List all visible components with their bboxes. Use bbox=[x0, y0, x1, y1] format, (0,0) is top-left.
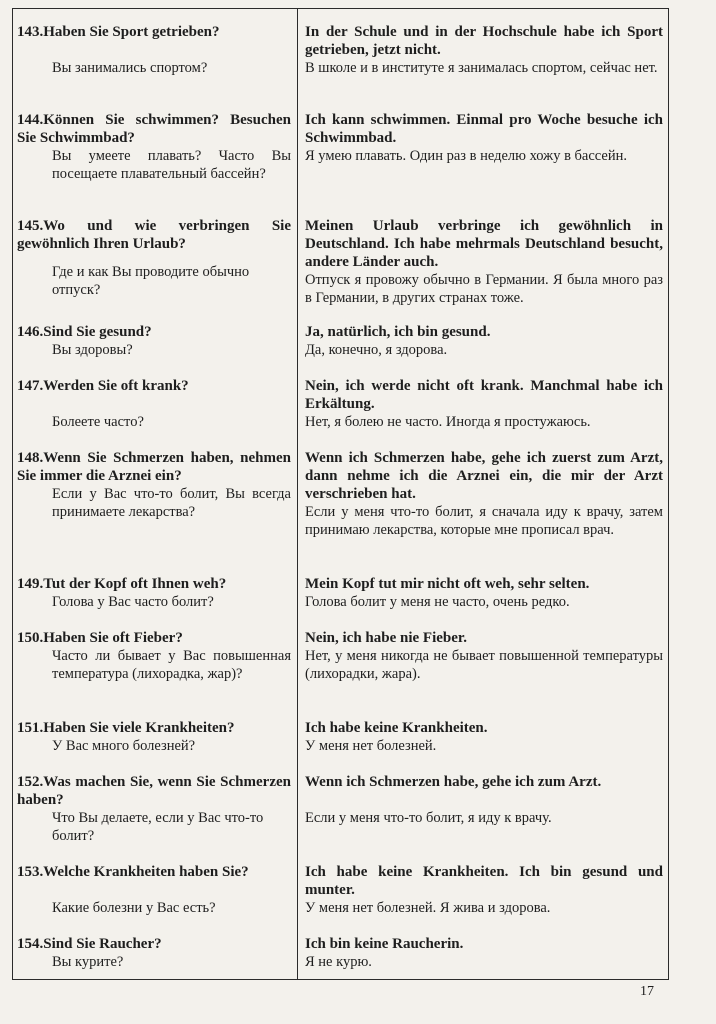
entry-number: 144. bbox=[17, 112, 44, 128]
question-cell bbox=[17, 575, 291, 611]
entry-number: 148. bbox=[17, 450, 44, 466]
answer-cell bbox=[305, 575, 663, 611]
answer-ru: Я умею плавать. Один раз в неделю хожу в бассейн. bbox=[305, 148, 627, 164]
answer-de: Mein Kopf tut mir nicht oft weh, sehr selten. bbox=[305, 576, 590, 592]
question-de: Haben Sie viele Krankheiten? bbox=[43, 720, 235, 736]
answer-de: Ich kann schwimmen. Einmal pro Woche besuche ich Schwimmbad. bbox=[305, 112, 663, 146]
answer-cell bbox=[305, 719, 663, 755]
answer-cell bbox=[305, 323, 663, 359]
question-cell bbox=[17, 629, 291, 683]
entry-number: 150. bbox=[17, 630, 44, 646]
answer-ru: У меня нет болезней. bbox=[305, 738, 437, 754]
question-ru: Если у Вас что-то болит, Вы всегда принимаете лекарства? bbox=[52, 486, 291, 520]
answer-ru: В школе и в институте я занималась спортом, сейчас нет. bbox=[305, 60, 658, 76]
answer-cell bbox=[305, 629, 663, 683]
question-cell bbox=[17, 323, 291, 359]
question-ru: Какие болезни у Вас есть? bbox=[52, 900, 216, 916]
entry-number: 147. bbox=[17, 378, 44, 394]
question-ru: Что Вы делаете, если у Вас что-то болит? bbox=[52, 810, 264, 844]
question-de: Sind Sie gesund? bbox=[43, 324, 152, 340]
entry-number: 143. bbox=[17, 24, 44, 40]
question-cell bbox=[17, 217, 291, 299]
entry-number: 154. bbox=[17, 936, 44, 952]
answer-de: Meinen Urlaub verbringe ich gewöhnlich in Deutschland. Ich habe mehrmals Deutschland besucht, andere Länder auch. bbox=[305, 218, 663, 270]
question-de: Werden Sie oft krank? bbox=[43, 378, 189, 394]
answer-ru: Нет, я болею не часто. Иногда я простужаюсь. bbox=[305, 414, 591, 430]
answer-de: Ich habe keine Krankheiten. bbox=[305, 720, 488, 736]
answer-ru: Если у меня что-то болит, я иду к врачу. bbox=[305, 810, 552, 826]
question-de: Haben Sie oft Fieber? bbox=[43, 630, 183, 646]
answer-de: In der Schule und in der Hochschule habe ich Sport getrieben, jetzt nicht. bbox=[305, 24, 663, 58]
question-de: Haben Sie Sport getrieben? bbox=[43, 24, 220, 40]
entry-number: 151. bbox=[17, 720, 44, 736]
question-cell bbox=[17, 719, 291, 755]
answer-cell bbox=[305, 23, 663, 77]
entry-number: 146. bbox=[17, 324, 44, 340]
question-de: Wo und wie verbringen Sie gewöhnlich Ihren Urlaub? bbox=[17, 218, 291, 252]
answer-cell bbox=[305, 217, 663, 307]
answer-ru: У меня нет болезней. Я жива и здорова. bbox=[305, 900, 551, 916]
question-ru: У Вас много болезней? bbox=[52, 738, 196, 754]
answer-cell bbox=[305, 863, 663, 917]
question-ru: Вы занимались спортом? bbox=[52, 60, 208, 76]
answer-cell bbox=[305, 377, 663, 431]
question-de: Wenn Sie Schmerzen haben, nehmen Sie immer die Arznei ein? bbox=[17, 450, 291, 484]
question-ru: Вы курите? bbox=[52, 954, 124, 970]
question-cell bbox=[17, 863, 291, 917]
answer-de: Nein, ich habe nie Fieber. bbox=[305, 630, 467, 646]
page-number: 17 bbox=[640, 984, 654, 999]
answer-ru: Я не курю. bbox=[305, 954, 372, 970]
entry-number: 153. bbox=[17, 864, 44, 880]
question-ru: Вы умеете плавать? Часто Вы посещаете плавательный бассейн? bbox=[52, 148, 291, 182]
entry-number: 149. bbox=[17, 576, 44, 592]
question-cell bbox=[17, 449, 291, 521]
answer-ru: Если у меня что-то болит, я сначала иду к врачу, затем принимаю лекарства, которые мне прописал врач. bbox=[305, 504, 663, 538]
answer-de: Nein, ich werde nicht oft krank. Manchmal habe ich Erkältung. bbox=[305, 378, 663, 412]
answer-cell bbox=[305, 449, 663, 539]
question-de: Tut der Kopf oft Ihnen weh? bbox=[43, 576, 227, 592]
question-ru: Голова у Вас часто болит? bbox=[52, 594, 214, 610]
question-ru: Вы здоровы? bbox=[52, 342, 133, 358]
answer-ru: Нет, у меня никогда не бывает повышенной температуры (лихорадки, жара). bbox=[305, 648, 663, 682]
question-ru: Где и как Вы проводите обычно отпуск? bbox=[52, 264, 250, 298]
answer-cell bbox=[305, 773, 663, 827]
question-cell bbox=[17, 773, 291, 845]
answer-de: Wenn ich Schmerzen habe, gehe ich zuerst zum Arzt, dann nehme ich die Arznei ein, die mir der Arzt verschrieben hat. bbox=[305, 450, 663, 502]
answer-ru: Отпуск я провожу обычно в Германии. Я была много раз в Германии, в других странах тоже. bbox=[305, 272, 663, 306]
question-cell bbox=[17, 377, 291, 431]
answer-ru: Да, конечно, я здорова. bbox=[305, 342, 448, 358]
question-cell bbox=[17, 111, 291, 183]
answer-ru: Голова болит у меня не часто, очень редко. bbox=[305, 594, 570, 610]
question-de: Können Sie schwimmen? Besuchen Sie Schwimmbad? bbox=[17, 112, 291, 146]
answer-de: Ich bin keine Raucherin. bbox=[305, 936, 464, 952]
qa-table bbox=[12, 8, 669, 980]
answer-cell bbox=[305, 935, 663, 971]
question-cell bbox=[17, 23, 291, 77]
question-de: Was machen Sie, wenn Sie Schmerzen haben? bbox=[17, 774, 291, 808]
entry-number: 152. bbox=[17, 774, 44, 790]
question-de: Sind Sie Raucher? bbox=[43, 936, 162, 952]
column-divider bbox=[297, 9, 298, 979]
question-cell bbox=[17, 935, 291, 971]
entry-number: 145. bbox=[17, 218, 44, 234]
question-ru: Часто ли бывает у Вас повышенная температура (лихорадка, жар)? bbox=[52, 648, 291, 682]
question-ru: Болеете часто? bbox=[52, 414, 144, 430]
question-de: Welche Krankheiten haben Sie? bbox=[43, 864, 249, 880]
answer-de: Ich habe keine Krankheiten. Ich bin gesund und munter. bbox=[305, 864, 663, 898]
answer-de: Wenn ich Schmerzen habe, gehe ich zum Arzt. bbox=[305, 774, 602, 790]
answer-cell bbox=[305, 111, 663, 165]
answer-de: Ja, natürlich, ich bin gesund. bbox=[305, 324, 491, 340]
